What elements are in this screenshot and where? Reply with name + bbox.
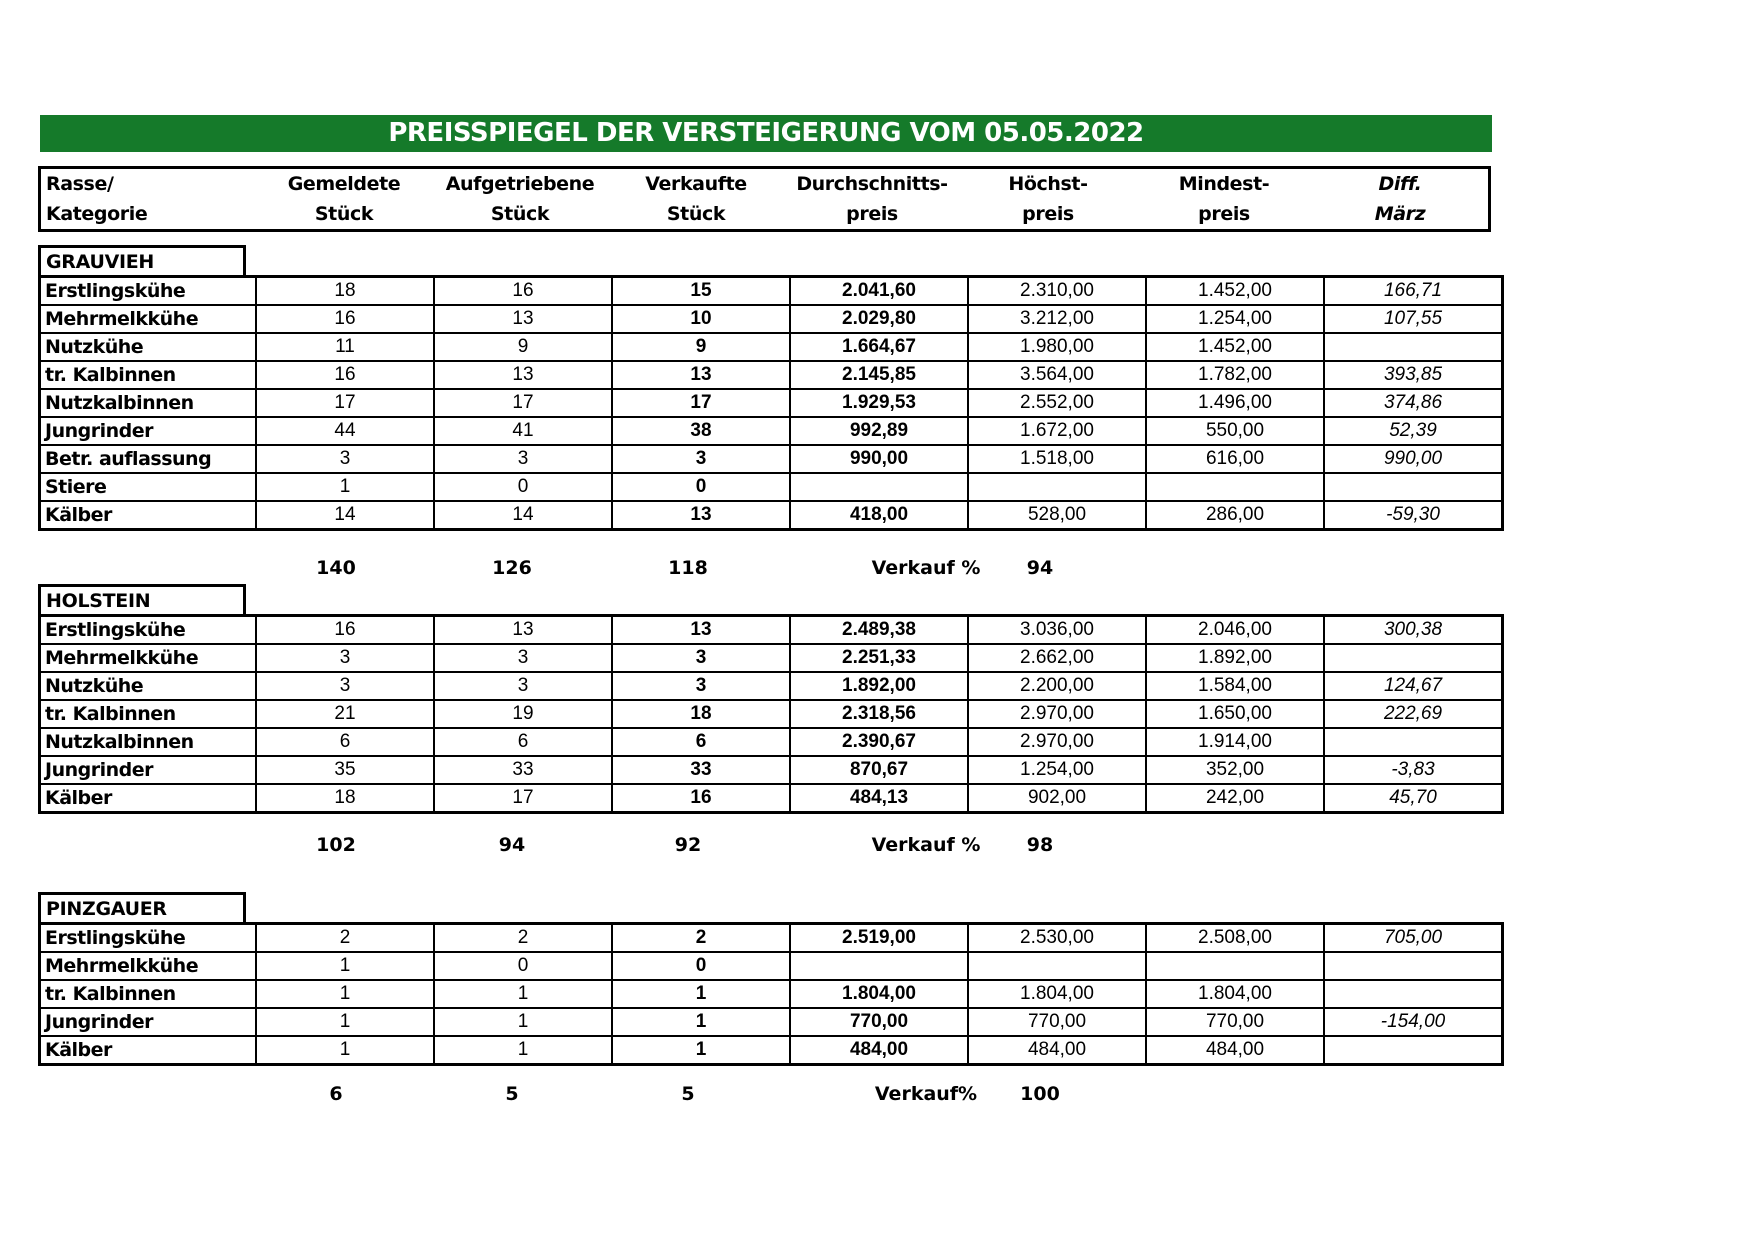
mindest-cell: 1.254,00 [1146, 305, 1324, 333]
verkaufte-cell: 6 [612, 728, 790, 756]
verkaufte-cell: 17 [612, 389, 790, 417]
durchschnitt-cell: 2.390,67 [790, 728, 968, 756]
hoechst-cell: 2.662,00 [968, 644, 1146, 672]
aufgetriebene-cell: 1 [434, 980, 612, 1008]
diff-cell [1324, 1036, 1503, 1065]
gemeldete-cell: 16 [256, 616, 434, 645]
diff-cell: -59,30 [1324, 501, 1503, 530]
diff-cell: 166,71 [1324, 277, 1503, 306]
aufgetriebene-cell: 19 [434, 700, 612, 728]
durchschnitt-cell: 2.145,85 [790, 361, 968, 389]
row-label: Jungrinder [40, 1008, 257, 1036]
row-label: tr. Kalbinnen [40, 361, 257, 389]
table-row [40, 952, 1503, 980]
header-rasse: Rasse/ Kategorie [46, 173, 148, 225]
total-gemeldet: 140 [316, 557, 356, 579]
section-title: HOLSTEIN [38, 584, 246, 614]
table-row [40, 728, 1503, 756]
hoechst-cell: 3.564,00 [968, 361, 1146, 389]
mindest-cell: 242,00 [1146, 784, 1324, 813]
hoechst-cell: 1.672,00 [968, 417, 1146, 445]
verkauf-pct-label: Verkauf % [871, 834, 981, 856]
durchschnitt-cell [790, 473, 968, 501]
diff-cell: 124,67 [1324, 672, 1503, 700]
gemeldete-cell: 1 [256, 1008, 434, 1036]
table-row [40, 616, 1503, 645]
row-label: tr. Kalbinnen [40, 700, 257, 728]
total-aufgetrieben: 94 [498, 834, 526, 856]
gemeldete-cell: 44 [256, 417, 434, 445]
table-row [40, 644, 1503, 672]
diff-cell [1324, 728, 1503, 756]
table-row [40, 445, 1503, 473]
mindest-cell: 2.508,00 [1146, 924, 1324, 953]
total-gemeldet: 6 [329, 1083, 343, 1105]
diff-cell: 45,70 [1324, 784, 1503, 813]
section-title: GRAUVIEH [38, 245, 246, 275]
hoechst-cell: 2.970,00 [968, 700, 1146, 728]
aufgetriebene-cell: 9 [434, 333, 612, 361]
durchschnitt-cell: 2.489,38 [790, 616, 968, 645]
hoechst-cell: 770,00 [968, 1008, 1146, 1036]
verkaufte-cell: 13 [612, 361, 790, 389]
gemeldete-cell: 14 [256, 501, 434, 530]
aufgetriebene-cell: 13 [434, 616, 612, 645]
hoechst-cell [968, 952, 1146, 980]
hoechst-cell: 902,00 [968, 784, 1146, 813]
aufgetriebene-cell: 17 [434, 389, 612, 417]
section-title: PINZGAUER [38, 892, 246, 922]
diff-cell: 393,85 [1324, 361, 1503, 389]
aufgetriebene-cell: 6 [434, 728, 612, 756]
durchschnitt-cell: 1.804,00 [790, 980, 968, 1008]
column-header [38, 166, 1491, 232]
verkaufte-cell: 2 [612, 924, 790, 953]
verkaufte-cell: 13 [612, 616, 790, 645]
gemeldete-cell: 3 [256, 445, 434, 473]
durchschnitt-cell: 1.929,53 [790, 389, 968, 417]
gemeldete-cell: 3 [256, 672, 434, 700]
row-label: Erstlingskühe [40, 277, 257, 306]
hoechst-cell: 2.530,00 [968, 924, 1146, 953]
totals-row [38, 834, 1490, 864]
table-row [40, 784, 1503, 813]
mindest-cell: 1.452,00 [1146, 277, 1324, 306]
table-row [40, 417, 1503, 445]
total-aufgetrieben: 5 [505, 1083, 519, 1105]
gemeldete-cell: 18 [256, 784, 434, 813]
durchschnitt-cell: 2.318,56 [790, 700, 968, 728]
total-gemeldet: 102 [316, 834, 356, 856]
aufgetriebene-cell: 0 [434, 952, 612, 980]
row-label: Nutzkalbinnen [40, 728, 257, 756]
durchschnitt-cell: 1.664,67 [790, 333, 968, 361]
verkaufte-cell: 33 [612, 756, 790, 784]
gemeldete-cell: 21 [256, 700, 434, 728]
diff-cell: 300,38 [1324, 616, 1503, 645]
mindest-cell: 1.782,00 [1146, 361, 1324, 389]
aufgetriebene-cell: 2 [434, 924, 612, 953]
row-label: Nutzkühe [40, 333, 257, 361]
aufgetriebene-cell: 1 [434, 1036, 612, 1065]
table-row [40, 1036, 1503, 1065]
row-label: Jungrinder [40, 417, 257, 445]
row-label: Mehrmelkkühe [40, 644, 257, 672]
header-verkaufte: Verkaufte Stück [645, 173, 747, 225]
diff-cell: -154,00 [1324, 1008, 1503, 1036]
mindest-cell: 286,00 [1146, 501, 1324, 530]
durchschnitt-cell: 870,67 [790, 756, 968, 784]
header-diff: Diff. März [1374, 173, 1426, 225]
row-label: Nutzkühe [40, 672, 257, 700]
row-label: Kälber [40, 501, 257, 530]
row-label: Nutzkalbinnen [40, 389, 257, 417]
verkaufte-cell: 1 [612, 1036, 790, 1065]
aufgetriebene-cell: 3 [434, 644, 612, 672]
mindest-cell: 1.584,00 [1146, 672, 1324, 700]
total-aufgetrieben: 126 [492, 557, 532, 579]
diff-cell: -3,83 [1324, 756, 1503, 784]
header-mindest: Mindest- preis [1178, 173, 1270, 225]
gemeldete-cell: 1 [256, 1036, 434, 1065]
hoechst-cell: 1.254,00 [968, 756, 1146, 784]
aufgetriebene-cell: 0 [434, 473, 612, 501]
table-row [40, 361, 1503, 389]
hoechst-cell: 484,00 [968, 1036, 1146, 1065]
data-table [38, 922, 1504, 1066]
mindest-cell: 1.914,00 [1146, 728, 1324, 756]
page-title: PREISSPIEGEL DER VERSTEIGERUNG VOM 05.05.2022 [40, 115, 1492, 152]
verkaufte-cell: 0 [612, 473, 790, 501]
mindest-cell: 616,00 [1146, 445, 1324, 473]
mindest-cell: 1.892,00 [1146, 644, 1324, 672]
verkauf-pct-label: Verkauf% [874, 1083, 978, 1105]
header-durchschnitt: Durchschnitts- preis [796, 173, 948, 225]
diff-cell [1324, 952, 1503, 980]
gemeldete-cell: 17 [256, 389, 434, 417]
durchschnitt-cell: 2.519,00 [790, 924, 968, 953]
hoechst-cell: 2.552,00 [968, 389, 1146, 417]
hoechst-cell: 3.036,00 [968, 616, 1146, 645]
diff-cell [1324, 333, 1503, 361]
total-verkauft: 92 [674, 834, 702, 856]
verkaufte-cell: 9 [612, 333, 790, 361]
hoechst-cell: 2.200,00 [968, 672, 1146, 700]
verkaufte-cell: 15 [612, 277, 790, 306]
verkaufte-cell: 1 [612, 1008, 790, 1036]
verkaufte-cell: 18 [612, 700, 790, 728]
aufgetriebene-cell: 13 [434, 361, 612, 389]
table-row [40, 333, 1503, 361]
hoechst-cell: 528,00 [968, 501, 1146, 530]
table-row [40, 389, 1503, 417]
mindest-cell: 1.650,00 [1146, 700, 1324, 728]
gemeldete-cell: 1 [256, 473, 434, 501]
diff-cell [1324, 644, 1503, 672]
aufgetriebene-cell: 3 [434, 672, 612, 700]
durchschnitt-cell: 770,00 [790, 1008, 968, 1036]
aufgetriebene-cell: 3 [434, 445, 612, 473]
verkaufte-cell: 38 [612, 417, 790, 445]
hoechst-cell: 1.804,00 [968, 980, 1146, 1008]
durchschnitt-cell: 1.892,00 [790, 672, 968, 700]
total-verkauft: 118 [668, 557, 708, 579]
aufgetriebene-cell: 33 [434, 756, 612, 784]
gemeldete-cell: 2 [256, 924, 434, 953]
verkauf-pct: 100 [1020, 1083, 1060, 1105]
mindest-cell: 1.804,00 [1146, 980, 1324, 1008]
durchschnitt-cell: 992,89 [790, 417, 968, 445]
hoechst-cell: 3.212,00 [968, 305, 1146, 333]
verkaufte-cell: 13 [612, 501, 790, 530]
aufgetriebene-cell: 13 [434, 305, 612, 333]
gemeldete-cell: 1 [256, 980, 434, 1008]
durchschnitt-cell: 484,13 [790, 784, 968, 813]
mindest-cell: 352,00 [1146, 756, 1324, 784]
row-label: tr. Kalbinnen [40, 980, 257, 1008]
gemeldete-cell: 16 [256, 361, 434, 389]
mindest-cell [1146, 473, 1324, 501]
mindest-cell: 770,00 [1146, 1008, 1324, 1036]
verkaufte-cell: 16 [612, 784, 790, 813]
mindest-cell: 2.046,00 [1146, 616, 1324, 645]
verkaufte-cell: 1 [612, 980, 790, 1008]
diff-cell: 107,55 [1324, 305, 1503, 333]
header-hoechst: Höchst- preis [1008, 173, 1088, 225]
aufgetriebene-cell: 16 [434, 277, 612, 306]
diff-cell [1324, 473, 1503, 501]
gemeldete-cell: 35 [256, 756, 434, 784]
durchschnitt-cell: 2.029,80 [790, 305, 968, 333]
table-row [40, 1008, 1503, 1036]
section-grauvieh [38, 245, 1504, 531]
verkauf-pct-label: Verkauf % [871, 557, 981, 579]
verkaufte-cell: 0 [612, 952, 790, 980]
table-row [40, 672, 1503, 700]
verkauf-pct: 98 [1026, 834, 1054, 856]
mindest-cell: 1.496,00 [1146, 389, 1324, 417]
diff-cell: 374,86 [1324, 389, 1503, 417]
hoechst-cell: 2.310,00 [968, 277, 1146, 306]
row-label: Kälber [40, 784, 257, 813]
verkauf-pct: 94 [1026, 557, 1054, 579]
durchschnitt-cell: 418,00 [790, 501, 968, 530]
gemeldete-cell: 16 [256, 305, 434, 333]
row-label: Mehrmelkkühe [40, 952, 257, 980]
table-row [40, 473, 1503, 501]
table-row [40, 305, 1503, 333]
totals-row [38, 557, 1490, 587]
hoechst-cell: 1.980,00 [968, 333, 1146, 361]
row-label: Stiere [40, 473, 257, 501]
row-label: Kälber [40, 1036, 257, 1065]
aufgetriebene-cell: 41 [434, 417, 612, 445]
total-verkauft: 5 [681, 1083, 695, 1105]
hoechst-cell: 2.970,00 [968, 728, 1146, 756]
verkaufte-cell: 3 [612, 445, 790, 473]
durchschnitt-cell: 990,00 [790, 445, 968, 473]
mindest-cell: 484,00 [1146, 1036, 1324, 1065]
mindest-cell [1146, 952, 1324, 980]
aufgetriebene-cell: 1 [434, 1008, 612, 1036]
durchschnitt-cell: 2.041,60 [790, 277, 968, 306]
diff-cell [1324, 980, 1503, 1008]
verkaufte-cell: 3 [612, 644, 790, 672]
verkaufte-cell: 10 [612, 305, 790, 333]
verkaufte-cell: 3 [612, 672, 790, 700]
table-row [40, 501, 1503, 530]
row-label: Mehrmelkkühe [40, 305, 257, 333]
mindest-cell: 1.452,00 [1146, 333, 1324, 361]
header-gemeldete: Gemeldete Stück [287, 173, 401, 225]
table-row [40, 980, 1503, 1008]
row-label: Erstlingskühe [40, 924, 257, 953]
data-table [38, 275, 1504, 531]
diff-cell: 222,69 [1324, 700, 1503, 728]
section-pinzgauer [38, 892, 1504, 1066]
durchschnitt-cell: 484,00 [790, 1036, 968, 1065]
gemeldete-cell: 3 [256, 644, 434, 672]
diff-cell: 990,00 [1324, 445, 1503, 473]
diff-cell: 52,39 [1324, 417, 1503, 445]
durchschnitt-cell: 2.251,33 [790, 644, 968, 672]
gemeldete-cell: 18 [256, 277, 434, 306]
row-label: Erstlingskühe [40, 616, 257, 645]
table-row [40, 700, 1503, 728]
aufgetriebene-cell: 17 [434, 784, 612, 813]
header-aufgetriebene: Aufgetriebene Stück [445, 173, 595, 225]
durchschnitt-cell [790, 952, 968, 980]
diff-cell: 705,00 [1324, 924, 1503, 953]
table-row [40, 756, 1503, 784]
section-holstein [38, 584, 1504, 814]
row-label: Betr. auflassung [40, 445, 257, 473]
gemeldete-cell: 1 [256, 952, 434, 980]
row-label: Jungrinder [40, 756, 257, 784]
aufgetriebene-cell: 14 [434, 501, 612, 530]
table-row [40, 924, 1503, 953]
mindest-cell: 550,00 [1146, 417, 1324, 445]
gemeldete-cell: 6 [256, 728, 434, 756]
table-row [40, 277, 1503, 306]
hoechst-cell: 1.518,00 [968, 445, 1146, 473]
hoechst-cell [968, 473, 1146, 501]
totals-row [38, 1083, 1490, 1113]
gemeldete-cell: 11 [256, 333, 434, 361]
data-table [38, 614, 1504, 814]
